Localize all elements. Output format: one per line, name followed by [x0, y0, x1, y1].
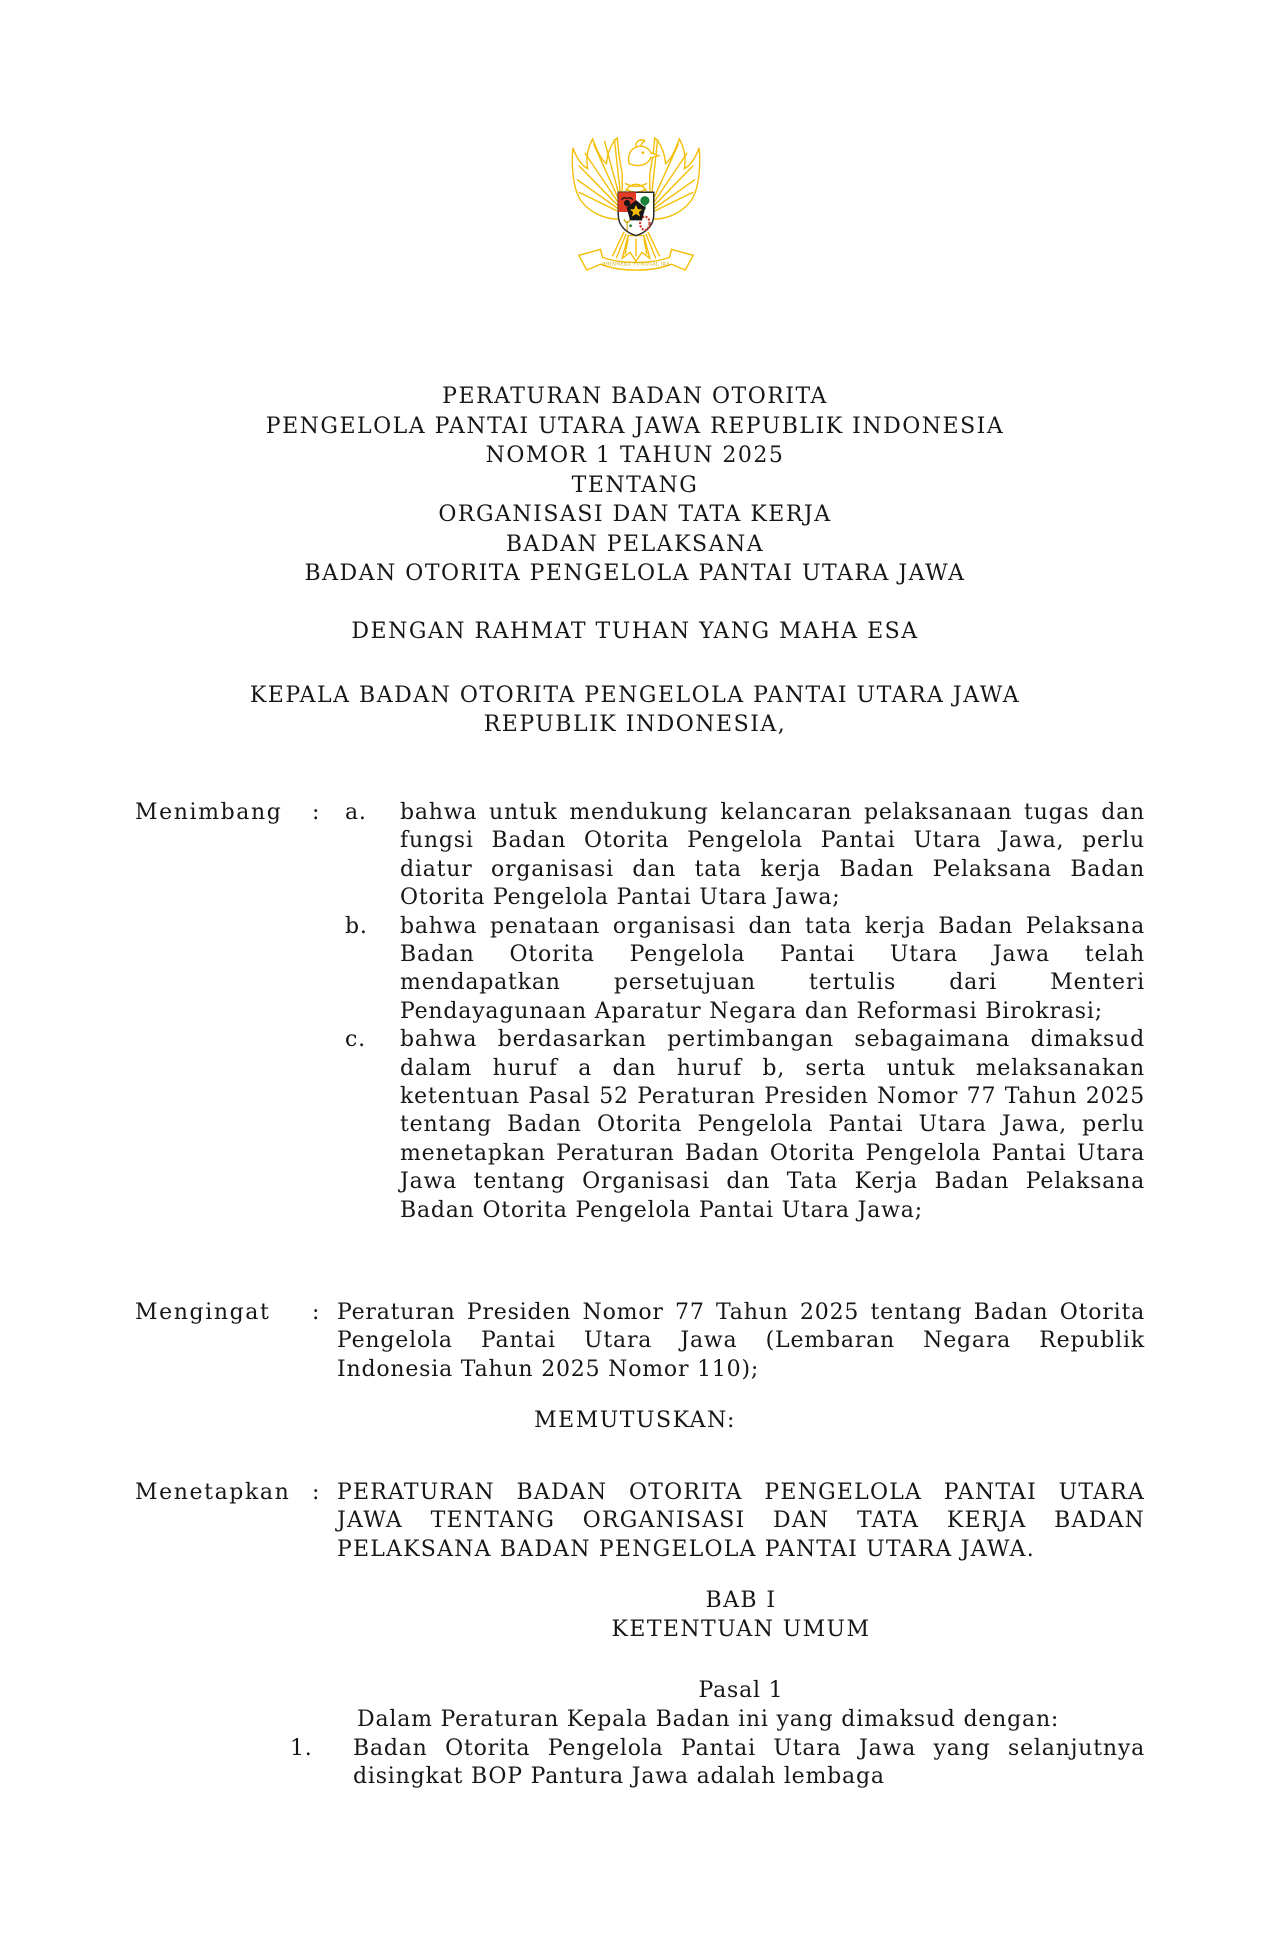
- item-number: 1.: [290, 1736, 313, 1761]
- title-line: BADAN OTORITA PENGELOLA PANTAI UTARA JAWA: [304, 561, 966, 586]
- considering-label: Menimbang: [135, 800, 283, 825]
- deciding-heading: MEMUTUSKAN:: [534, 1408, 736, 1433]
- issuing-authority: [0, 681, 1270, 739]
- item-text: bahwa berdasarkan pertimbangan sebagaimana dimaksud dalam huruf a dan huruf b, serta untuk melaksanakan ketentuan Pasal 52 Peraturan Presiden Nomor 77 Tahun 2025 tentang Badan Otorita Pengelola Pantai Utara Jawa, perlu menetapkan Peraturan Badan Otorita Pengelola Pantai Utara Jawa tentang Organisasi dan Tata Kerja Badan Pelaksana Badan Otorita Pengelola Pantai Utara Jawa;: [400, 1027, 1145, 1223]
- remembering-colon: :: [312, 1300, 321, 1325]
- remembering-text: Peraturan Presiden Nomor 77 Tahun 2025 tentang Badan Otorita Pengelola Pantai Utara Jawa (Lembaran Negara Republik Indonesia Tahun 2025 Nomor 110);: [337, 1300, 1145, 1382]
- establishing-label: Menetapkan: [135, 1480, 291, 1505]
- chapter-title: KETENTUAN UMUM: [611, 1617, 871, 1642]
- chapter-heading: [337, 1586, 1145, 1644]
- considering-item-c: [345, 1026, 1145, 1225]
- article-item-1: [290, 1735, 1145, 1792]
- considering-items: [345, 799, 1145, 1225]
- item-letter: a.: [345, 800, 367, 825]
- considering-item-a: [345, 799, 1145, 913]
- considering-colon: :: [312, 800, 321, 825]
- authority-line: REPUBLIK INDONESIA,: [483, 712, 787, 737]
- title-line: PENGELOLA PANTAI UTARA JAWA REPUBLIK INDONESIA: [265, 413, 1005, 439]
- remembering-label: Mengingat: [135, 1300, 271, 1325]
- item-text: bahwa untuk mendukung kelancaran pelaksanaan tugas dan fungsi Badan Otorita Pengelola Pantai Utara Jawa, perlu diatur organisasi dan tata kerja Badan Pelaksana Badan Otorita Pengelola Pantai Utara Jawa;: [400, 800, 1145, 911]
- title-line: NOMOR 1 TAHUN 2025: [485, 443, 785, 468]
- item-letter: c.: [345, 1027, 366, 1053]
- title-line: ORGANISASI DAN TATA KERJA: [438, 502, 832, 527]
- title-line: PERATURAN BADAN OTORITA: [442, 384, 828, 409]
- emblem-motto-text: BHINNEKA TUNGGAL IKA: [602, 262, 670, 268]
- chapter-number: BAB I: [705, 1588, 777, 1613]
- considering-item-b: [345, 913, 1145, 1027]
- authority-line: KEPALA BADAN OTORITA PENGELOLA PANTAI UTARA JAWA: [249, 683, 1021, 708]
- title-line: BADAN PELAKSANA: [505, 531, 765, 557]
- title-line: TENTANG: [571, 472, 699, 498]
- article-intro: Dalam Peraturan Kepala Badan ini yang dimaksud dengan:: [357, 1707, 1060, 1732]
- item-text: Badan Otorita Pengelola Pantai Utara Jawa yang selanjutnya disingkat BOP Pantura Jawa adalah lembaga: [353, 1736, 1145, 1790]
- invocation-line: DENGAN RAHMAT TUHAN YANG MAHA ESA: [351, 619, 919, 644]
- garuda-pancasila-emblem: [567, 135, 705, 281]
- regulation-title: [0, 382, 1270, 589]
- garuda-icon: [567, 135, 705, 281]
- article-heading: Pasal 1: [698, 1678, 784, 1703]
- establishing-colon: :: [312, 1480, 321, 1505]
- item-text: bahwa penataan organisasi dan tata kerja Badan Pelaksana Badan Otorita Pengelola Pantai Utara Jawa telah mendapatkan persetujuan tertulis dari Menteri Pendayagunaan Aparatur Negara dan Reformasi Birokrasi;: [400, 913, 1145, 1024]
- establishing-text: PERATURAN BADAN OTORITA PENGELOLA PANTAI UTARA JAWA TENTANG ORGANISASI DAN TATA KERJA BADAN PELAKSANA BADAN PENGELOLA PANTAI UTARA JAWA.: [337, 1480, 1145, 1562]
- item-letter: b.: [345, 913, 368, 939]
